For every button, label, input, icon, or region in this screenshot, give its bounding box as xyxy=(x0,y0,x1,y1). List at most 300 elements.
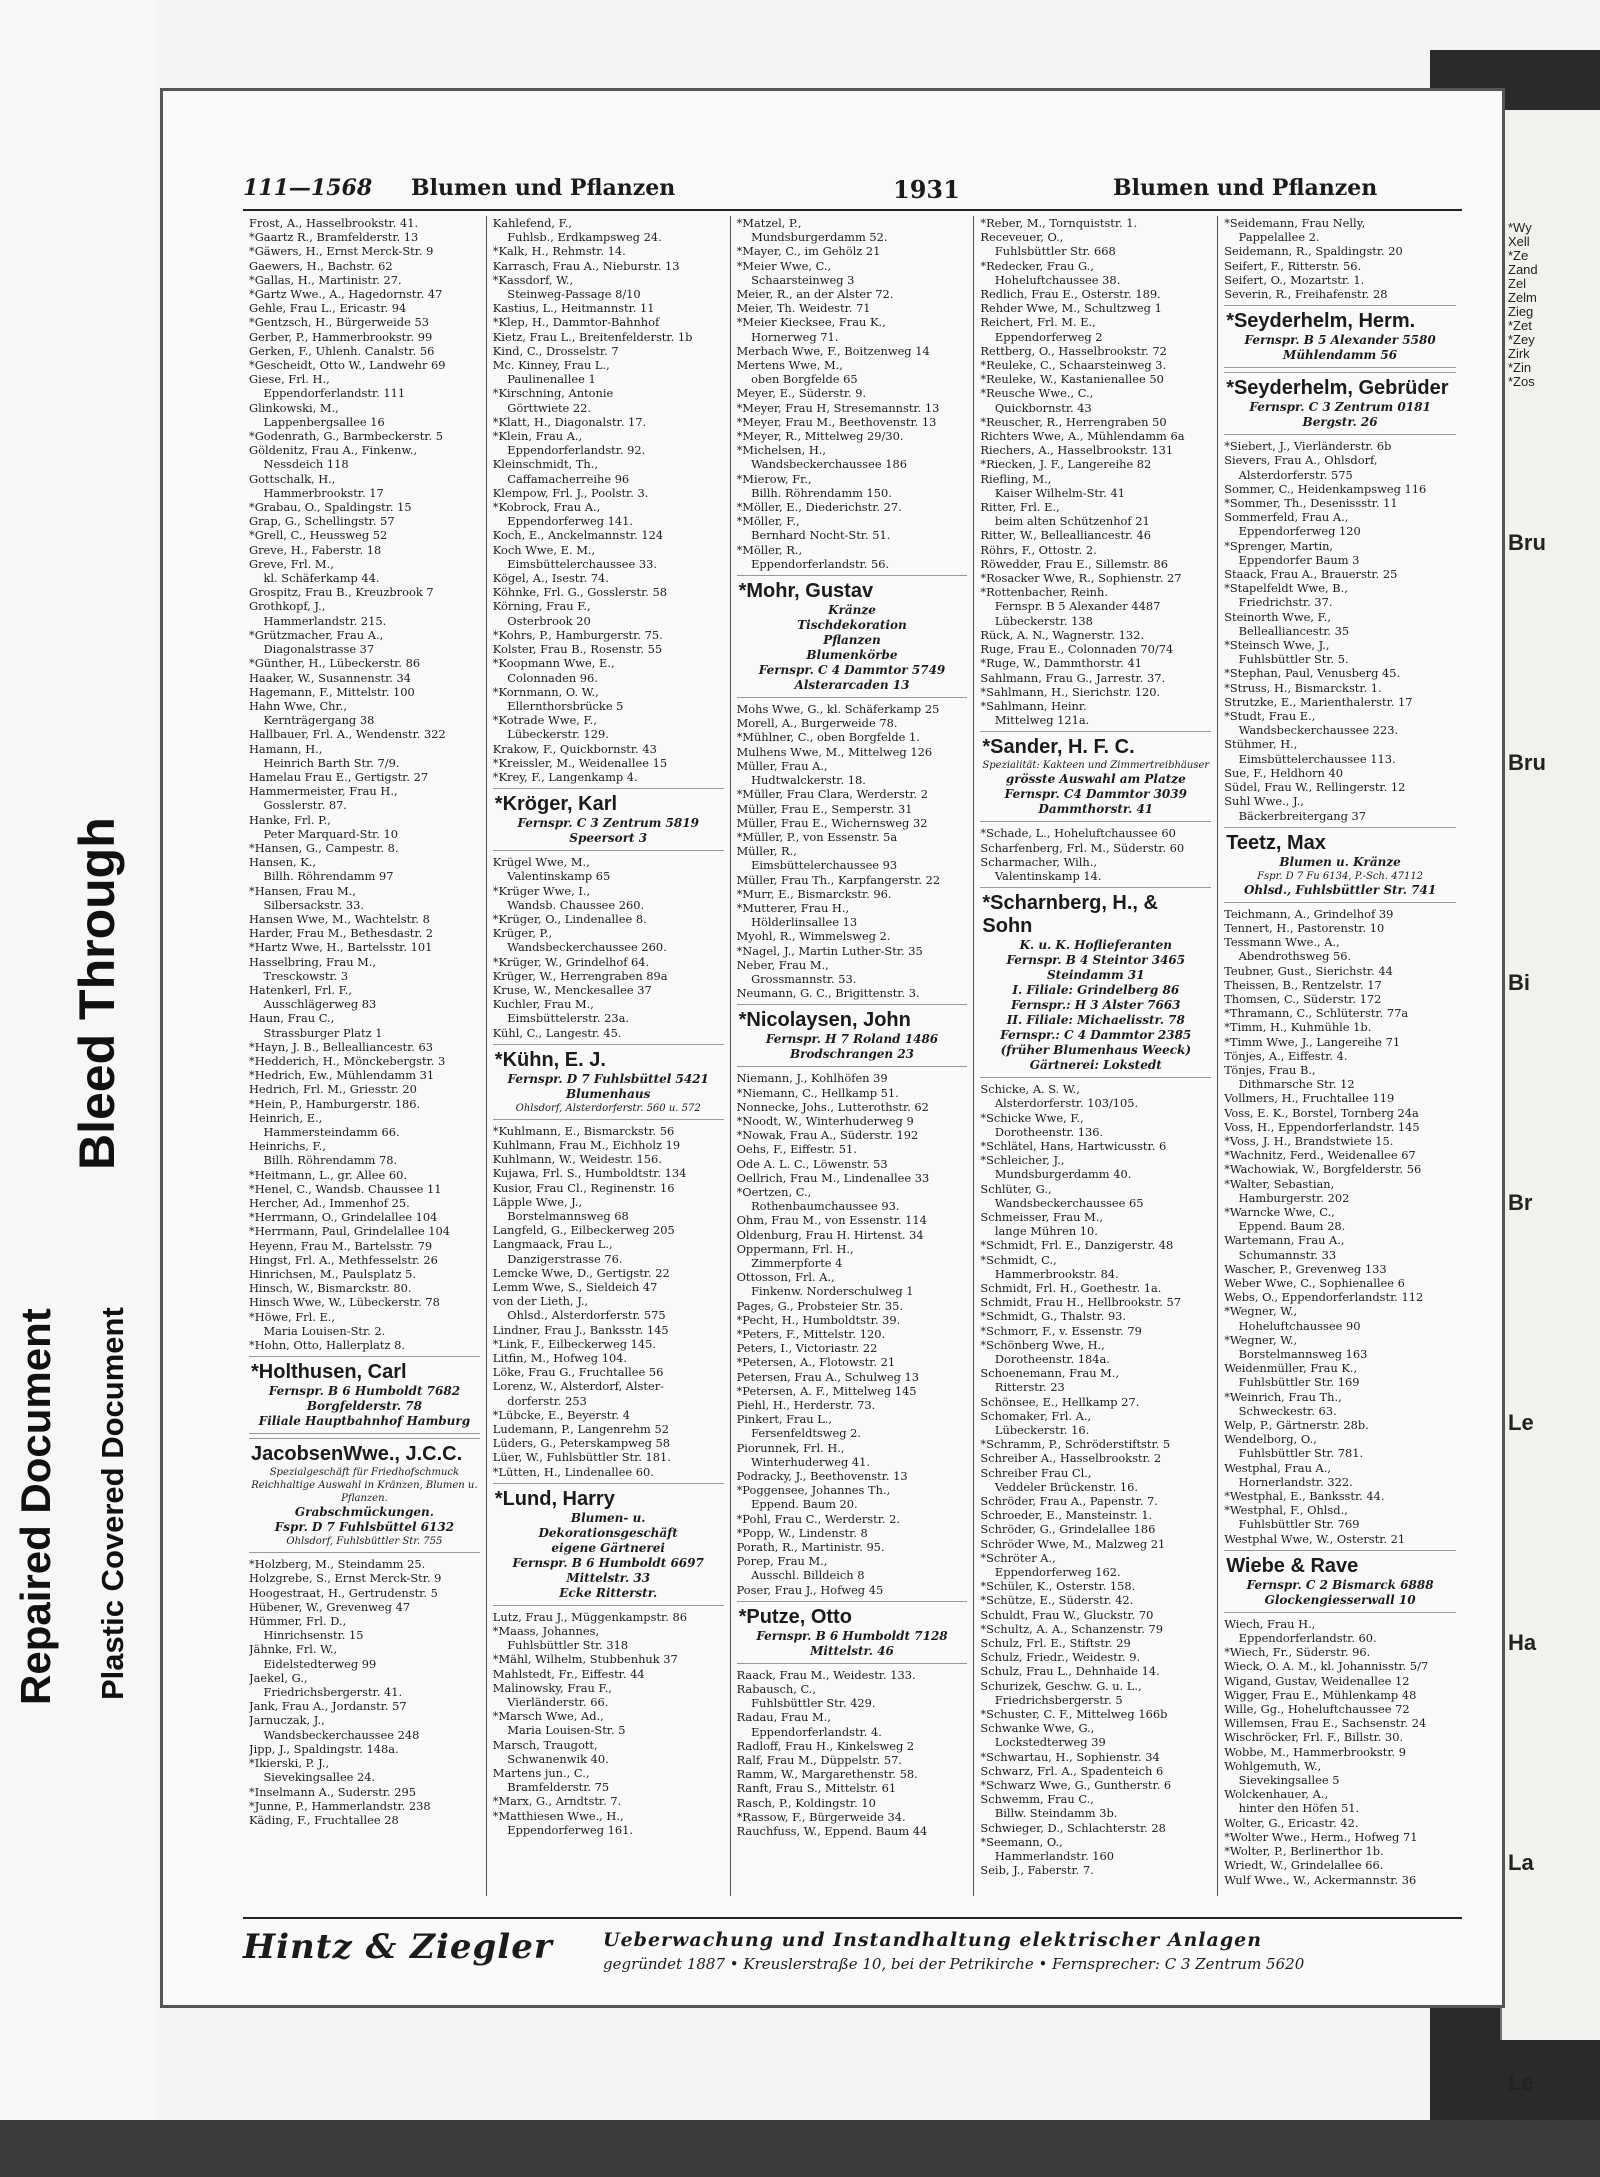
footer-address: gegründet 1887 • Kreuslerstraße 10, bei der Petrikirche • Fernsprecher: C 3 Zentrum 5620 xyxy=(603,1955,1305,1973)
listing-entry: Grospitz, Frau B., Kreuzbrook 7 xyxy=(249,585,434,600)
listing-entry: Jarnuczak, J., xyxy=(249,1713,325,1728)
listing-entry: Wille, Gg., Hoheluftchaussee 72 xyxy=(1224,1702,1410,1717)
listing-entry: *Sahlmann, H., Sierichstr. 120. xyxy=(980,684,1161,699)
advertisement-line: Filiale Hauptbahnhof Hamburg xyxy=(258,1414,471,1429)
listing-entry: *Klep, H., Dammtor-Bahnhof xyxy=(492,315,660,330)
bleed-through-label: Bleed Through xyxy=(69,817,125,1170)
listing-entry: Karrasch, Frau A., Nieburstr. 13 xyxy=(492,258,680,273)
listing-entry: Fuhlsbüttler Str. 429. xyxy=(736,1696,876,1711)
advertisement-line: Fernspr. B 6 Humboldt 7682 xyxy=(268,1384,461,1399)
listing-entry: Mulhens Wwe, M., Mittelweg 126 xyxy=(736,744,933,759)
listing-entry: Krügel Wwe, M., xyxy=(492,855,590,870)
adjacent-page-text: *Zet xyxy=(1508,318,1532,333)
listing-entry: Weber Wwe, C., Sophienallee 6 xyxy=(1224,1275,1405,1290)
listing-entry: Eppendorferlandstr. 60. xyxy=(1224,1631,1377,1646)
listing-entry: Hedrich, Frl. M., Griesstr. 20 xyxy=(249,1082,417,1097)
listing-entry: Hammerbrookstr. 84. xyxy=(980,1266,1119,1281)
listing-entry: *Kalk, H., Rehmstr. 14. xyxy=(492,244,626,259)
listing-entry: *Struss, H., Bismarckstr. 1. xyxy=(1224,680,1382,695)
advertisement-line: Fernspr. C 3 Zentrum 0181 xyxy=(1249,400,1431,415)
listing-entry: Voss, H., Eppendorferlandstr. 145 xyxy=(1224,1119,1420,1134)
listing-entry: Wolckenhauer, A., xyxy=(1224,1787,1329,1802)
display-advertisement xyxy=(980,887,1211,1078)
adjacent-page-text: Zirk xyxy=(1508,346,1530,361)
listing-entry: Sievekingsallee 5 xyxy=(1224,1773,1340,1788)
listing-entry: Röwedder, Frau E., Sillemstr. 86 xyxy=(980,556,1168,571)
advertisement-line: Blumenhaus xyxy=(565,1086,651,1101)
listing-entry: Eppendorferweg 141. xyxy=(492,514,634,529)
listing-entry: *Schönberg Wwe, H., xyxy=(980,1337,1105,1352)
listing-entry: Rabausch, C., xyxy=(736,1682,816,1697)
listing-entry: Strutzke, E., Marienthalerstr. 17 xyxy=(1224,694,1413,709)
listing-entry: Eimsbüttelerchaussee 113. xyxy=(1224,751,1396,766)
listing-entry: Friedrichsbergerstr. 41. xyxy=(249,1685,403,1700)
listing-entry: *Seemann, O., xyxy=(980,1834,1063,1849)
listing-entry: Bäckerbreitergang 37 xyxy=(1224,808,1367,823)
adjacent-page-text: Br xyxy=(1508,1190,1533,1215)
listing-entry: Radau, Frau M., xyxy=(736,1710,831,1725)
listing-entry: *Meyer, Frau M., Beethovenstr. 13 xyxy=(736,414,937,429)
listing-entry: Billh. Röhrendamm 78. xyxy=(249,1153,398,1168)
listing-entry: *Meier Wwe, C., xyxy=(736,258,832,273)
advertisement-line: I. Filiale: Grindelberg 86 xyxy=(1012,983,1180,998)
listing-entry: *Kuhlmann, E., Bismarckstr. 56 xyxy=(492,1123,675,1138)
listing-entry: Hammerlandstr. 160 xyxy=(980,1849,1115,1864)
listing-entry: Ludemann, P., Langenrehm 52 xyxy=(492,1422,669,1437)
listing-entry: Martens jun., C., xyxy=(492,1766,590,1781)
listing-entry: *Kornmann, O. W., xyxy=(492,684,599,699)
listing-entry: *Hohn, Otto, Hallerplatz 8. xyxy=(249,1338,405,1353)
advertisement-line: Pflanzen xyxy=(823,633,881,648)
listing-entry: Ohlsd., Alsterdorferstr. 575 xyxy=(492,1308,666,1323)
listing-entry: Lappenbergsallee 16 xyxy=(249,414,385,429)
listing-entry: oben Borgfelde 65 xyxy=(736,372,858,387)
listing-entry: Eimsbüttelerchaussee 93 xyxy=(736,858,898,873)
listing-entry: Schulz, Friedr., Weidestr. 9. xyxy=(980,1650,1141,1665)
listing-entry: Kolster, Frau B., Rosenstr. 55 xyxy=(492,642,663,657)
section-title-left: Blumen und Pflanzen xyxy=(411,175,676,201)
listing-entry: beim alten Schützenhof 21 xyxy=(980,514,1150,529)
adjacent-page-text: *Wy xyxy=(1508,220,1532,235)
listing-entry: Westphal Wwe, W., Osterstr. 21 xyxy=(1224,1531,1406,1546)
listing-entry: Peter Marquard-Str. 10 xyxy=(249,826,398,841)
adjacent-page-text: La xyxy=(1508,1850,1534,1875)
listing-entry: Schreiber A., Hasselbrookstr. 2 xyxy=(980,1451,1162,1466)
listing-entry: *Lübcke, E., Beyerstr. 4 xyxy=(492,1407,630,1422)
advertiser-name: *Seyderhelm, Herm. xyxy=(1226,310,1416,333)
advertiser-name: *Seyderhelm, Gebrüder xyxy=(1226,377,1449,400)
listing-entry: Westphal, Frau A., xyxy=(1224,1460,1331,1475)
listing-entry: Marsch, Traugott, xyxy=(492,1737,598,1752)
listing-entry: *Krüger, O., Lindenallee 8. xyxy=(492,911,647,926)
listing-entry: Gottschalk, H., xyxy=(249,471,336,486)
advertiser-name: *Kröger, Karl xyxy=(494,793,618,816)
listing-entry: Bramfelderstr. 75 xyxy=(492,1780,610,1795)
advertisement-line: Bergstr. 26 xyxy=(1302,415,1378,430)
listing-entry: *Gaartz R., Bramfelderstr. 13 xyxy=(249,230,419,245)
listing-entry: *Maass, Johannes, xyxy=(492,1624,600,1639)
listing-entry: Hatenkerl, Frl. F., xyxy=(249,982,352,997)
advertiser-name: *Holthusen, Carl xyxy=(251,1361,407,1384)
listing-entry: Hübener, W., Grevenweg 47 xyxy=(249,1599,411,1614)
listing-entry: Mittelweg 121a. xyxy=(980,713,1090,728)
advertisement-line: Mittelstr. 46 xyxy=(810,1643,894,1658)
listing-entry: Koch, E., Anckelmannstr. 124 xyxy=(492,528,664,543)
listing-entry: Gerken, F., Uhlenh. Canalstr. 56 xyxy=(249,343,435,358)
listing-entry: Wohlgemuth, W., xyxy=(1224,1758,1322,1773)
listing-entry: Koch Wwe, E. M., xyxy=(492,542,596,557)
listing-entry: Hinsch, W., Bismarckstr. 80. xyxy=(249,1281,412,1296)
listing-entry: Lorenz, W., Alsterdorf, Alster- xyxy=(492,1379,665,1394)
listing-entry: Eppendorferlandstr. 56. xyxy=(736,556,890,571)
listing-entry: Friedrichsbergerstr. 5 xyxy=(980,1692,1123,1707)
listing-entry: Wulf Wwe., W., Ackermannstr. 36 xyxy=(1224,1872,1417,1887)
listing-entry: Diagonalstrasse 37 xyxy=(249,642,375,657)
listing-entry: Hudtwalckerstr. 18. xyxy=(736,773,866,788)
listing-entry: *Gentzsch, H., Bürgerweide 53 xyxy=(249,315,429,330)
listing-entry: *Mühlner, C., oben Borgfelde 1. xyxy=(736,730,920,745)
listing-entry: Niemann, J., Kohlhöfen 39 xyxy=(736,1071,888,1086)
listing-entry: Lüders, G., Peterskampweg 58 xyxy=(492,1436,671,1451)
advertisement-line: Fernspr. B 6 Humboldt 7128 xyxy=(756,1628,948,1643)
listing-entry: *Studt, Frau E., xyxy=(1224,709,1316,724)
advertisement-line: Borgfelderstr. 78 xyxy=(306,1399,422,1414)
listing-entry: Grothkopf, J., xyxy=(249,599,326,614)
listing-entry: Mundsburgerdamm 40. xyxy=(980,1167,1132,1182)
listing-entry: *Ikierski, P. J., xyxy=(249,1756,330,1771)
listing-entry: *Ruge, W., Dammthorstr. 41 xyxy=(980,656,1142,671)
listing-entry: *Schwarz Wwe, G., Guntherstr. 6 xyxy=(980,1778,1172,1793)
listing-entry: *Sahlmann, Heinr. xyxy=(980,698,1087,713)
listing-entry: Müller, Frau E., Wichernsweg 32 xyxy=(736,815,928,830)
listing-entry: Maria Louisen-Str. 5 xyxy=(492,1723,626,1738)
listing-entry: Friedrichstr. 37. xyxy=(1224,595,1333,610)
advertisement-line: Ohlsdorf, Alsterdorferstr. 560 u. 572 xyxy=(515,1102,701,1114)
listing-entry: Hornerweg 71. xyxy=(736,329,839,344)
listing-entry: Eppendorfer Baum 3 xyxy=(1224,552,1360,567)
listing-entry: Schulz, Frl. E., Stiftstr. 29 xyxy=(980,1636,1131,1651)
listing-entry: Myohl, R., Wimmelsweg 2. xyxy=(736,929,891,944)
listing-entry: *Link, F., Eilbeckerweg 145. xyxy=(492,1336,657,1351)
listing-entry: Malinowsky, Frau F., xyxy=(492,1680,612,1695)
listing-entry: Müller, Frau E., Semperstr. 31 xyxy=(736,801,913,816)
adjacent-page-text: Zand xyxy=(1508,262,1538,277)
listing-entry: *Günther, H., Lübeckerstr. 86 xyxy=(249,656,421,671)
listing-entry: Schwieger, D., Schlachterstr. 28 xyxy=(980,1820,1166,1835)
listing-entry: Kaiser Wilhelm-Str. 41 xyxy=(980,485,1125,500)
listing-entry: *Gescheidt, Otto W., Landwehr 69 xyxy=(249,358,446,373)
listing-entry: Tönjes, A., Eiffestr. 4. xyxy=(1224,1048,1348,1063)
display-advertisement xyxy=(737,1601,968,1664)
advertisement-line: Fernspr. B 4 Steintor 3465 xyxy=(1006,953,1186,968)
listing-entry: Greve, H., Faberstr. 18 xyxy=(249,542,382,557)
listing-entry: Piorunnek, Frl. H., xyxy=(736,1440,845,1455)
listing-entry: Lübeckerstr. 129. xyxy=(492,727,609,742)
listing-entry: *Thramann, C., Schlüterstr. 77a xyxy=(1224,1006,1409,1021)
listing-entry: *Wiech, Fr., Süderstr. 96. xyxy=(1224,1645,1371,1660)
listing-entry: Ralf, Frau M., Düppelstr. 57. xyxy=(736,1753,902,1768)
listing-entry: *Stephan, Paul, Venusberg 45. xyxy=(1224,666,1401,681)
listing-entry: Pages, G., Probsteier Str. 35. xyxy=(736,1298,904,1313)
listing-entry: Heinrichs, F., xyxy=(249,1139,326,1154)
listing-entry: Hingst, Frl. A., Methfesselstr. 26 xyxy=(249,1252,438,1267)
listing-entry: *Wachowiak, W., Borgfelderstr. 56 xyxy=(1224,1162,1422,1177)
listing-entry: Ode A. L. C., Löwenstr. 53 xyxy=(736,1156,888,1171)
listing-entry: Scharmacher, Wilh., xyxy=(980,854,1097,869)
listing-entry: Nessdeich 118 xyxy=(249,457,349,472)
listing-entry: *Schramm, P., Schröderstiftstr. 5 xyxy=(980,1437,1171,1452)
listing-entry: *Hartz Wwe, H., Bartelsstr. 101 xyxy=(249,940,433,955)
listing-entry: Steinorth Wwe, F., xyxy=(1224,609,1331,624)
advertisement-line: II. Filiale: Michaelisstr. 78 xyxy=(1006,1013,1185,1028)
listing-entry: *Rassow, F., Bürgerweide 34. xyxy=(736,1809,906,1824)
listing-entry: Dorotheenstr. 184a. xyxy=(980,1351,1110,1366)
listing-entry: *Marsch Wwe, Ad., xyxy=(492,1709,604,1724)
listing-entry: Fuhlsb., Erdkampsweg 24. xyxy=(492,230,662,245)
listing-entry: *Nagel, J., Martin Luther-Str. 35 xyxy=(736,943,923,958)
listing-entry: *Kobrock, Frau A., xyxy=(492,500,601,515)
advertiser-name: Teetz, Max xyxy=(1226,831,1326,854)
listing-entry: *Nowak, Frau A., Süderstr. 192 xyxy=(736,1128,919,1143)
listing-entry: Severin, R., Freihafenstr. 28 xyxy=(1224,287,1388,302)
listing-entry: Hansen, K., xyxy=(249,855,316,870)
listing-entry: Krüger, W., Herrengraben 89a xyxy=(492,968,668,983)
listing-entry: Quickbornstr. 43 xyxy=(980,400,1092,415)
listing-column xyxy=(1218,216,1462,1896)
listing-entry: Löke, Frau G., Fruchtallee 56 xyxy=(492,1365,664,1380)
listing-entry: Alsterdorferstr. 103/105. xyxy=(980,1096,1139,1111)
listing-entry: Rettberg, O., Hasselbrookstr. 72 xyxy=(980,343,1167,358)
listing-entry: Fuhlsbüttler Str. 769 xyxy=(1224,1517,1360,1532)
listing-entry: Hansen Wwe, M., Wachtelstr. 8 xyxy=(249,911,430,926)
listing-entry: Schröder Wwe, M., Malzweg 21 xyxy=(980,1536,1166,1551)
listing-entry: Ausschlägerweg 83 xyxy=(249,997,377,1012)
listing-entry: *Seidemann, Frau Nelly, xyxy=(1224,216,1366,230)
listing-entry: Ottosson, Frl. A., xyxy=(736,1270,835,1285)
listing-entry: Seib, J., Faberstr. 7. xyxy=(980,1863,1094,1878)
listing-entry: Kietz, Frau L., Breitenfelderstr. 1b xyxy=(492,329,693,344)
listing-entry: Maria Louisen-Str. 2. xyxy=(249,1323,386,1338)
listing-entry: Teichmann, A., Grindelhof 39 xyxy=(1224,906,1394,921)
listing-entry: Lutz, Frau J., Müggenkampstr. 86 xyxy=(492,1609,687,1624)
listing-entry: Eidelstedterweg 99 xyxy=(249,1656,377,1671)
listing-entry: Fuhlsbüttler Str. 5. xyxy=(1224,652,1349,667)
listing-entry: Billh. Röhrendamm 150. xyxy=(736,485,892,500)
listing-entry: Bellealliancestr. 35 xyxy=(1224,623,1350,638)
advertisement-line: Mittelstr. 33 xyxy=(566,1570,651,1585)
listing-entry: Schroeder, E., Mansteinstr. 1. xyxy=(980,1508,1153,1523)
advertisement-line: Grabschmückungen. xyxy=(294,1505,434,1520)
advertisement-line: Fspr. D 7 Fu 6134, P.-Sch. 47112 xyxy=(1257,870,1424,882)
footer-company-name: Hintz & Ziegler xyxy=(243,1927,553,1967)
listing-entry: Schmidt, Frau H., Hellbrookstr. 57 xyxy=(980,1295,1182,1310)
listing-entry: Fuhlsbüttler Str. 668 xyxy=(980,244,1116,259)
advertisement-line: Fernspr. C 2 Bismarck 6888 xyxy=(1246,1577,1434,1592)
advertisement-line: Alsterarcaden 13 xyxy=(794,678,910,693)
listing-entry: *Marx, G., Arndtstr. 7. xyxy=(492,1794,622,1809)
display-advertisement xyxy=(249,1438,480,1553)
listing-entry: *Möller, F., xyxy=(736,514,800,529)
listing-entry: Lüer, W., Fuhlsbüttler Str. 181. xyxy=(492,1450,671,1465)
listing-entry: Voss, E. K., Borstel, Tornberg 24a xyxy=(1224,1105,1419,1120)
listing-entry: Krüger, P., xyxy=(492,926,553,941)
listing-entry: Schwanenwik 40. xyxy=(492,1751,609,1766)
listing-entry: Schomaker, Frl. A., xyxy=(980,1408,1092,1423)
listing-entry: *Meyer, Frau H, Stresemannstr. 13 xyxy=(736,400,940,415)
display-advertisement xyxy=(1224,305,1456,368)
advertisement-line: Fspr. D 7 Fuhlsbüttel 6132 xyxy=(274,1520,455,1535)
listing-entry: Merbach Wwe, F., Boitzenweg 14 xyxy=(736,343,930,358)
advertisement-line: Dammthorstr. 41 xyxy=(1038,802,1154,817)
advertiser-name: *Scharnberg, H., & Sohn xyxy=(982,892,1158,938)
listing-entry: *Klatt, H., Diagonalstr. 17. xyxy=(492,414,647,429)
listing-entry: *Krüger, W., Grindelhof 64. xyxy=(492,954,650,969)
listing-entry: Schwanke Wwe, G., xyxy=(980,1721,1095,1736)
listing-entry: Ellernthorsbrücke 5 xyxy=(492,698,624,713)
listing-entry: Oldenburg, Frau H. Hirtenst. 34 xyxy=(736,1227,924,1242)
listing-entry: *Schröter A., xyxy=(980,1550,1056,1565)
listing-entry: Schmidt, Frl. H., Goethestr. 1a. xyxy=(980,1280,1162,1295)
listing-entry: *Schmorr, F., v. Essenstr. 79 xyxy=(980,1323,1142,1338)
listing-entry: Kruse, W., Menckesallee 37 xyxy=(492,982,652,997)
listing-entry: Meyer, E., Süderstr. 9. xyxy=(736,386,867,401)
adjacent-page-text: Zieg xyxy=(1508,304,1534,319)
listing-entry: Eppendorferlandstr. 111 xyxy=(249,386,406,401)
listing-entry: Wigand, Gustav, Weidenallee 12 xyxy=(1224,1673,1410,1688)
adjacent-page-text: Xell xyxy=(1508,234,1530,249)
listing-entry: Lübeckerstr. 16. xyxy=(980,1423,1090,1437)
advertiser-name: Wiebe & Rave xyxy=(1226,1554,1359,1577)
listing-entry: Mahlstedt, Fr., Eiffestr. 44 xyxy=(492,1666,645,1681)
listing-entry: Hercher, Ad., Immenhof 25. xyxy=(249,1196,410,1211)
scanner-bottom-edge xyxy=(0,2120,1600,2177)
listing-entry: Schwemm, Frau C., xyxy=(980,1792,1094,1807)
listing-entry: *Wolter, P., Berlinerthor 1b. xyxy=(1224,1844,1384,1859)
advertisement-line: Fernspr. D 7 Fuhlsbüttel 5421 xyxy=(507,1071,709,1086)
listing-entry: Borstelmannsweg 163 xyxy=(1224,1347,1368,1361)
listing-entry: Gaewers, H., Bachstr. 62 xyxy=(249,258,393,273)
display-advertisement xyxy=(249,1356,480,1434)
listing-column xyxy=(243,216,487,1896)
listing-entry: *Meyer, R., Mittelweg 29/30. xyxy=(736,429,904,444)
listing-entry: *Holzberg, M., Steindamm 25. xyxy=(249,1557,426,1572)
listing-entry: Göldenitz, Frau A., Finkenw., xyxy=(249,443,418,458)
listing-entry: *Heitmann, L., gr. Allee 60. xyxy=(249,1167,407,1182)
listing-entry: *Matzel, P., xyxy=(736,216,802,230)
display-advertisement xyxy=(493,1483,724,1606)
listing-entry: Sommerfeld, Frau A., xyxy=(1224,510,1349,525)
listing-entry: Greve, Frl. M., xyxy=(249,556,334,571)
listing-entry: Schwarz, Frl. A., Spadenteich 6 xyxy=(980,1763,1164,1778)
listing-entry: *Wegner, W., xyxy=(1224,1332,1298,1347)
advertiser-name: *Nicolaysen, John xyxy=(738,1009,911,1032)
listing-entry: Heyenn, Frau M., Bartelsstr. 79 xyxy=(249,1238,433,1253)
listing-entry: Ranft, Frau S., Mittelstr. 61 xyxy=(736,1781,897,1796)
listing-entry: *Klein, Frau A., xyxy=(492,429,583,444)
listing-entry: Wiech, Frau H., xyxy=(1224,1616,1316,1631)
listing-entry: Hoogestraat, H., Gertrudenstr. 5 xyxy=(249,1585,438,1600)
listing-entry: Neumann, G. C., Brigittenstr. 3. xyxy=(736,986,920,1001)
listing-entry: Hölderlinsallee 13 xyxy=(736,915,858,930)
listing-entry: Kastius, L., Heitmannstr. 11 xyxy=(492,301,655,316)
adjacent-page-text: Bru xyxy=(1508,750,1546,775)
adjacent-page-text: Zel xyxy=(1508,276,1527,291)
listing-entry: *Petersen, A., Flotowstr. 21 xyxy=(736,1355,896,1370)
listing-entry: Scharfenberg, Frl. M., Süderstr. 60 xyxy=(980,840,1185,855)
listing-entry: Wascher, P., Grevenweg 133 xyxy=(1224,1261,1387,1276)
listing-entry: *Mierow, Fr., xyxy=(736,471,812,486)
listing-entry: Veddeler Brückenstr. 16. xyxy=(980,1479,1139,1494)
listing-entry: Körning, Frau F., xyxy=(492,599,591,614)
listing-entry: *Matthiesen Wwe., H., xyxy=(492,1808,624,1823)
listing-entry: *Mutterer, Frau H., xyxy=(736,900,850,915)
listing-entry: Kögel, A., Isestr. 74. xyxy=(492,571,609,586)
adjacent-page-text: Le xyxy=(1508,1410,1534,1435)
listing-entry: Webs, O., Eppendorferlandstr. 112 xyxy=(1224,1290,1424,1305)
listing-entry: *Pohl, Frau C., Werderstr. 2. xyxy=(736,1511,901,1526)
listing-entry: Fuhlsbüttler Str. 781. xyxy=(1224,1446,1364,1461)
listing-entry: Hamburgerstr. 202 xyxy=(1224,1190,1350,1205)
listing-entry: Petersen, Frau A., Schulweg 13 xyxy=(736,1369,919,1384)
listing-entry: *Reuleke, C., Schaarsteinweg 3. xyxy=(980,358,1167,373)
advertisement-line: Dekorationsgeschäft xyxy=(538,1525,678,1540)
listing-entry: *Hedrich, Ew., Mühlendamm 31 xyxy=(249,1068,435,1083)
listing-entry: *Reusche Wwe., C., xyxy=(980,386,1094,401)
listing-entry: *Hansen, G., Campestr. 8. xyxy=(249,840,399,855)
listing-entry: Hoheluftchaussee 38. xyxy=(980,272,1121,287)
listing-entry: Kind, C., Drosselstr. 7 xyxy=(492,343,619,358)
advertisement-line: Fernspr. B 5 Alexander 5580 xyxy=(1244,333,1436,348)
listing-entry: Porath, R., Martinistr. 95. xyxy=(736,1540,885,1555)
display-advertisement xyxy=(493,788,724,851)
listing-entry: *Lütten, H., Lindenallee 60. xyxy=(492,1464,654,1479)
listing-entry: *Schultz, A. A., Schanzenstr. 79 xyxy=(980,1621,1164,1636)
adjacent-page-text: Bi xyxy=(1508,970,1530,995)
listing-entry: *Michelsen, H., xyxy=(736,443,827,458)
listing-entry: *Mähl, Wilhelm, Stubbenhuk 37 xyxy=(492,1652,678,1667)
listing-entry: Wandsbeckerchaussee 248 xyxy=(249,1727,420,1742)
listing-entry: Suhl Wwe., J., xyxy=(1224,794,1304,809)
listing-entry: Schuldt, Frau W., Gluckstr. 70 xyxy=(980,1607,1154,1622)
listing-entry: Eppendorferweg 2 xyxy=(980,329,1103,344)
listing-entry: Tresckowstr. 3 xyxy=(249,968,349,983)
listing-entry: Wandsbeckerchaussee 223. xyxy=(1224,723,1399,738)
listing-entry: Eppendorferlandstr. 92. xyxy=(492,443,646,458)
listing-entry: *Wachnitz, Ferd., Weidenallee 67 xyxy=(1224,1148,1416,1163)
listing-entry: Köhnke, Frl. G., Gosslerstr. 58 xyxy=(492,585,668,600)
listing-entry: *Schmidt, C., xyxy=(980,1252,1057,1267)
listing-entry: Harder, Frau M., Bethesdastr. 2 xyxy=(249,926,434,941)
listing-entry: Hinrichsen, M., Paulsplatz 5. xyxy=(249,1267,416,1282)
listing-entry: Kühl, C., Langestr. 45. xyxy=(492,1025,622,1040)
page-header xyxy=(243,175,1462,211)
listing-entry: *Walter, Sebastian, xyxy=(1224,1176,1335,1191)
listing-entry: Jaekel, G., xyxy=(249,1670,308,1685)
listing-entry: *Redecker, Frau G., xyxy=(980,258,1094,273)
directory-page xyxy=(160,88,1505,2008)
advertisement-line: Kränze xyxy=(828,603,876,618)
listing-entry: Meier, R., an der Alster 72. xyxy=(736,287,894,302)
listing-entry: von der Lieth, J., xyxy=(492,1294,589,1309)
listing-entry: Mohs Wwe, G., kl. Schäferkamp 25 xyxy=(736,702,940,717)
advertisement-line: Blumen u. Kränze xyxy=(1279,854,1401,869)
listing-entry: Porep, Frau M., xyxy=(736,1554,828,1569)
listing-entry: Glinkowski, M., xyxy=(249,400,339,415)
listing-entry: Osterbrook 20 xyxy=(492,613,591,628)
adjacent-page-text: Bru xyxy=(1508,530,1546,555)
listing-entry: Tönjes, Frau B., xyxy=(1224,1062,1316,1077)
listing-entry: Ohm, Frau M., von Essenstr. 114 xyxy=(736,1213,927,1228)
